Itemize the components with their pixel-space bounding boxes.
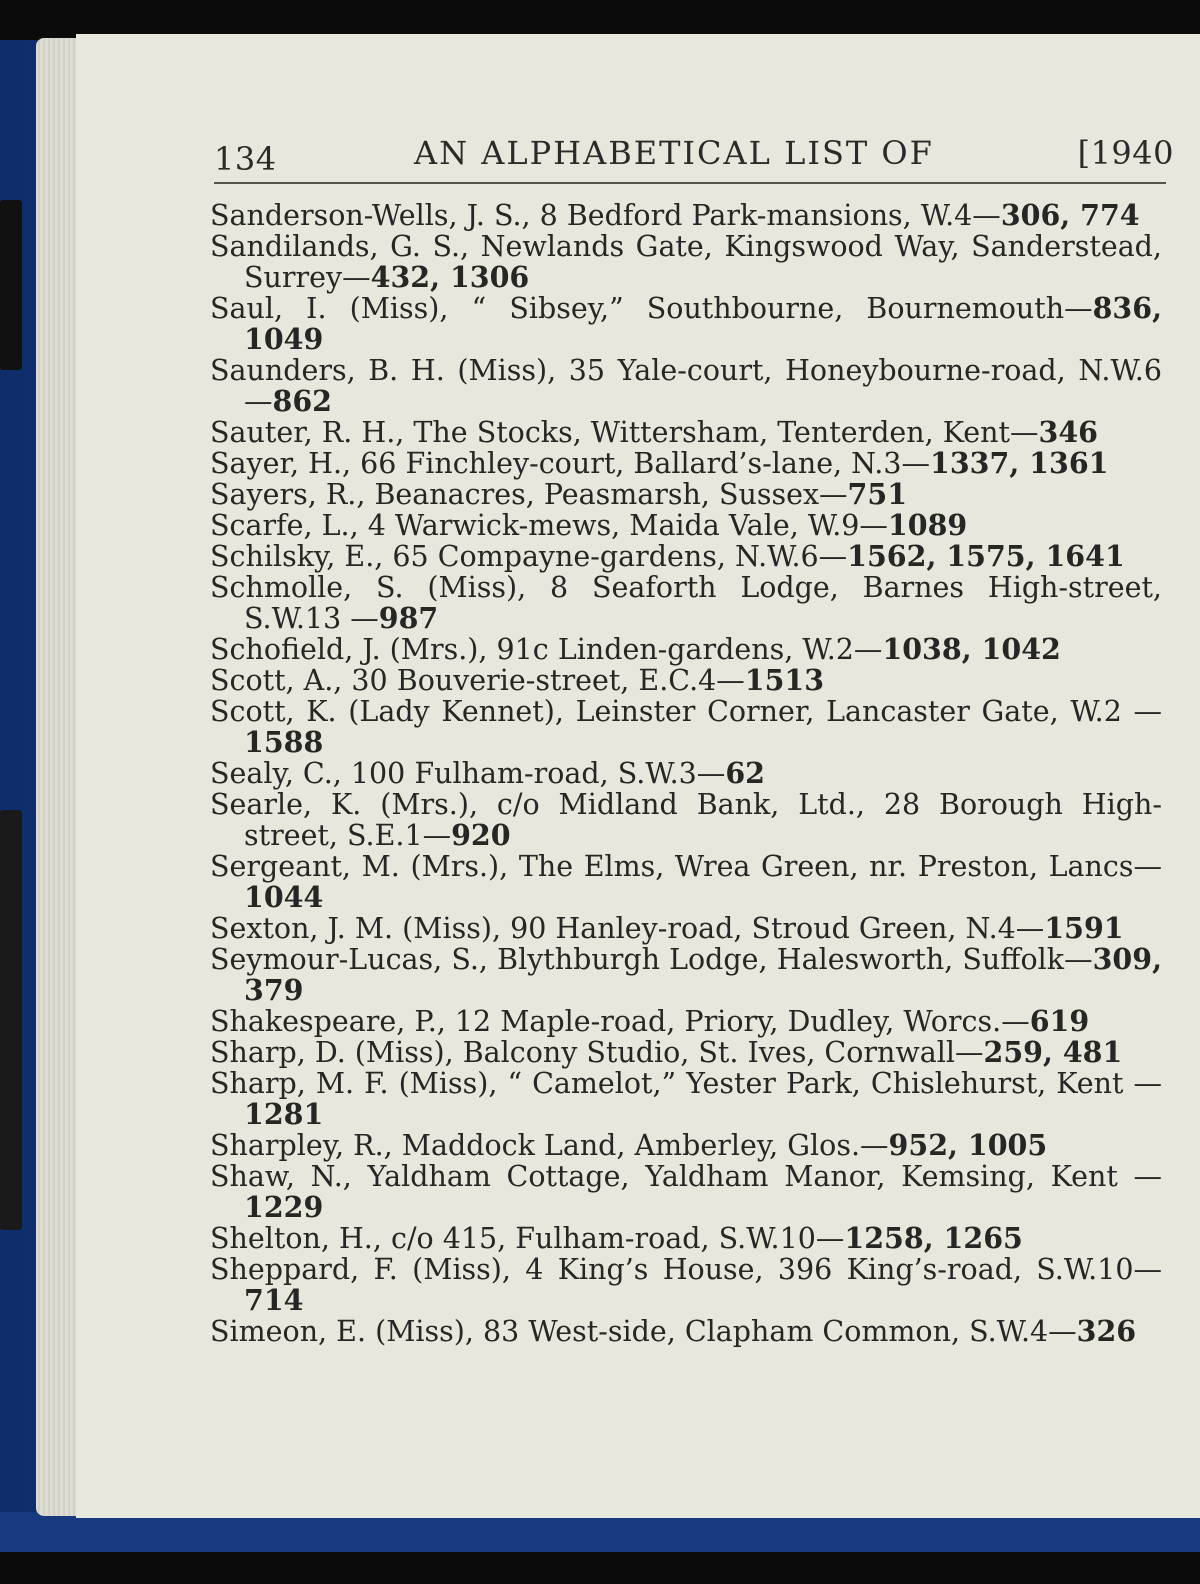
list-entry — [210, 293, 1162, 355]
entry-text: Simeon, E. (Miss), 83 West-side, Clapham Common, S.W.4— — [210, 1315, 1077, 1348]
entry-text: Searle, K. (Mrs.), c/o Midland Bank, Ltd., 28 Borough High-street, S.E.1— — [210, 788, 1162, 852]
entry-refs: 751 — [847, 477, 908, 511]
list-entry — [210, 231, 1162, 293]
list-entry — [210, 696, 1162, 758]
entry-text: Schmolle, S. (Miss), 8 Seaforth Lodge, Barnes High-street, S.W.13 — — [210, 571, 1162, 635]
entry-refs: 1258, 1265 — [844, 1221, 1023, 1255]
entry-refs: 714 — [244, 1283, 304, 1317]
list-entry — [210, 789, 1162, 851]
entry-refs: 1591 — [1044, 911, 1124, 945]
entry-refs: 326 — [1076, 1314, 1137, 1348]
entry-text: Sharpley, R., Maddock Land, Amberley, Glos.— — [210, 1129, 889, 1162]
list-entry — [210, 479, 1162, 510]
entry-text: Sheppard, F. (Miss), 4 King’s House, 396 King’s-road, S.W.10— — [210, 1253, 1162, 1286]
book-cover-edge — [0, 1512, 1200, 1552]
list-entry — [210, 634, 1162, 665]
list-entry — [210, 1223, 1162, 1254]
entry-text: Sayer, H., 66 Finchley-court, Ballard’s-lane, N.3— — [210, 447, 930, 480]
entry-text: Shakespeare, P., 12 Maple-road, Priory, Dudley, Worcs.— — [210, 1005, 1030, 1038]
entry-refs: 836, 1049 — [244, 291, 1162, 356]
entry-text: Sandilands, G. S., Newlands Gate, Kingswood Way, Sanderstead, Surrey— — [210, 230, 1162, 294]
list-entry — [210, 1006, 1162, 1037]
entry-text: Scarfe, L., 4 Warwick-mews, Maida Vale, W.9— — [210, 509, 888, 542]
entry-text: Sharp, D. (Miss), Balcony Studio, St. Ives, Cornwall— — [210, 1036, 984, 1069]
page-header — [214, 134, 1174, 186]
entry-text: Saunders, B. H. (Miss), 35 Yale-court, Honeybourne-road, N.W.6 — — [210, 354, 1162, 418]
entry-refs: 306, 774 — [1000, 198, 1140, 232]
list-entry — [210, 417, 1162, 448]
entry-refs: 1588 — [244, 725, 324, 759]
entry-refs: 952, 1005 — [888, 1128, 1048, 1162]
list-entry — [210, 541, 1162, 572]
list-entry — [210, 200, 1162, 231]
entry-text: Sealy, C., 100 Fulham-road, S.W.3— — [210, 757, 726, 790]
list-entry — [210, 758, 1162, 789]
list-entry — [210, 1316, 1162, 1347]
entry-refs: 1513 — [744, 663, 825, 697]
entry-text: Sexton, J. M. (Miss), 90 Hanley-road, Stroud Green, N.4— — [210, 912, 1045, 945]
list-entry — [210, 448, 1162, 479]
entry-text: Shaw, N., Yaldham Cottage, Yaldham Manor, Kemsing, Kent — — [210, 1160, 1162, 1193]
list-entry — [210, 913, 1162, 944]
entry-refs: 1044 — [244, 880, 324, 914]
entry-refs: 1337, 1361 — [930, 446, 1109, 480]
list-entry — [210, 1068, 1162, 1130]
entry-refs: 1281 — [244, 1097, 324, 1131]
entry-refs: 432, 1306 — [370, 260, 530, 294]
entry-text: Saul, I. (Miss), “ Sibsey,” Southbourne, Bournemouth— — [210, 292, 1093, 325]
entry-refs: 1038, 1042 — [882, 632, 1061, 666]
binder-clip — [0, 200, 22, 370]
list-entry — [210, 1254, 1162, 1316]
entry-text: Sanderson-Wells, J. S., 8 Bedford Park-mansions, W.4— — [210, 199, 1001, 232]
entry-text: Sayers, R., Beanacres, Peasmarsh, Sussex— — [210, 478, 848, 511]
list-entry — [210, 572, 1162, 634]
entry-list — [210, 200, 1162, 1347]
binder-clip — [0, 810, 22, 1230]
list-entry — [210, 1130, 1162, 1161]
list-entry — [210, 665, 1162, 696]
list-entry — [210, 1161, 1162, 1223]
entry-refs: 987 — [378, 601, 439, 635]
entry-text: Schilsky, E., 65 Compayne-gardens, N.W.6— — [210, 540, 848, 573]
list-entry — [210, 851, 1162, 913]
page-number: 134 — [214, 140, 277, 178]
entry-refs: 1229 — [244, 1190, 324, 1224]
entry-text: Sauter, R. H., The Stocks, Wittersham, Tenterden, Kent— — [210, 416, 1039, 449]
entry-text: Schofield, J. (Mrs.), 91c Linden-gardens, W.2— — [210, 633, 883, 666]
entry-refs: 309, 379 — [244, 942, 1162, 1007]
entry-refs: 62 — [725, 756, 765, 790]
page-title: AN ALPHABETICAL LIST OF — [414, 134, 934, 172]
entry-refs: 1562, 1575, 1641 — [847, 539, 1125, 573]
page-year: [1940 — [1077, 134, 1174, 172]
entry-text: Seymour-Lucas, S., Blythburgh Lodge, Halesworth, Suffolk— — [210, 943, 1093, 976]
entry-text: Sharp, M. F. (Miss), “ Camelot,” Yester Park, Chislehurst, Kent — — [210, 1067, 1162, 1100]
list-entry — [210, 944, 1162, 1006]
entry-text: Scott, A., 30 Bouverie-street, E.C.4— — [210, 664, 745, 697]
entry-text: Sergeant, M. (Mrs.), The Elms, Wrea Green, nr. Preston, Lancs— — [210, 850, 1162, 883]
entry-refs: 346 — [1038, 415, 1098, 449]
header-rule — [214, 182, 1166, 184]
entry-refs: 259, 481 — [983, 1035, 1123, 1069]
list-entry — [210, 355, 1162, 417]
list-entry — [210, 1037, 1162, 1068]
entry-refs: 619 — [1029, 1004, 1090, 1038]
entry-refs: 920 — [451, 818, 511, 852]
entry-text: Shelton, H., c/o 415, Fulham-road, S.W.10— — [210, 1222, 845, 1255]
list-entry — [210, 510, 1162, 541]
entry-refs: 1089 — [887, 508, 968, 542]
entry-text: Scott, K. (Lady Kennet), Leinster Corner, Lancaster Gate, W.2 — — [210, 695, 1162, 728]
entry-refs: 862 — [272, 384, 332, 418]
